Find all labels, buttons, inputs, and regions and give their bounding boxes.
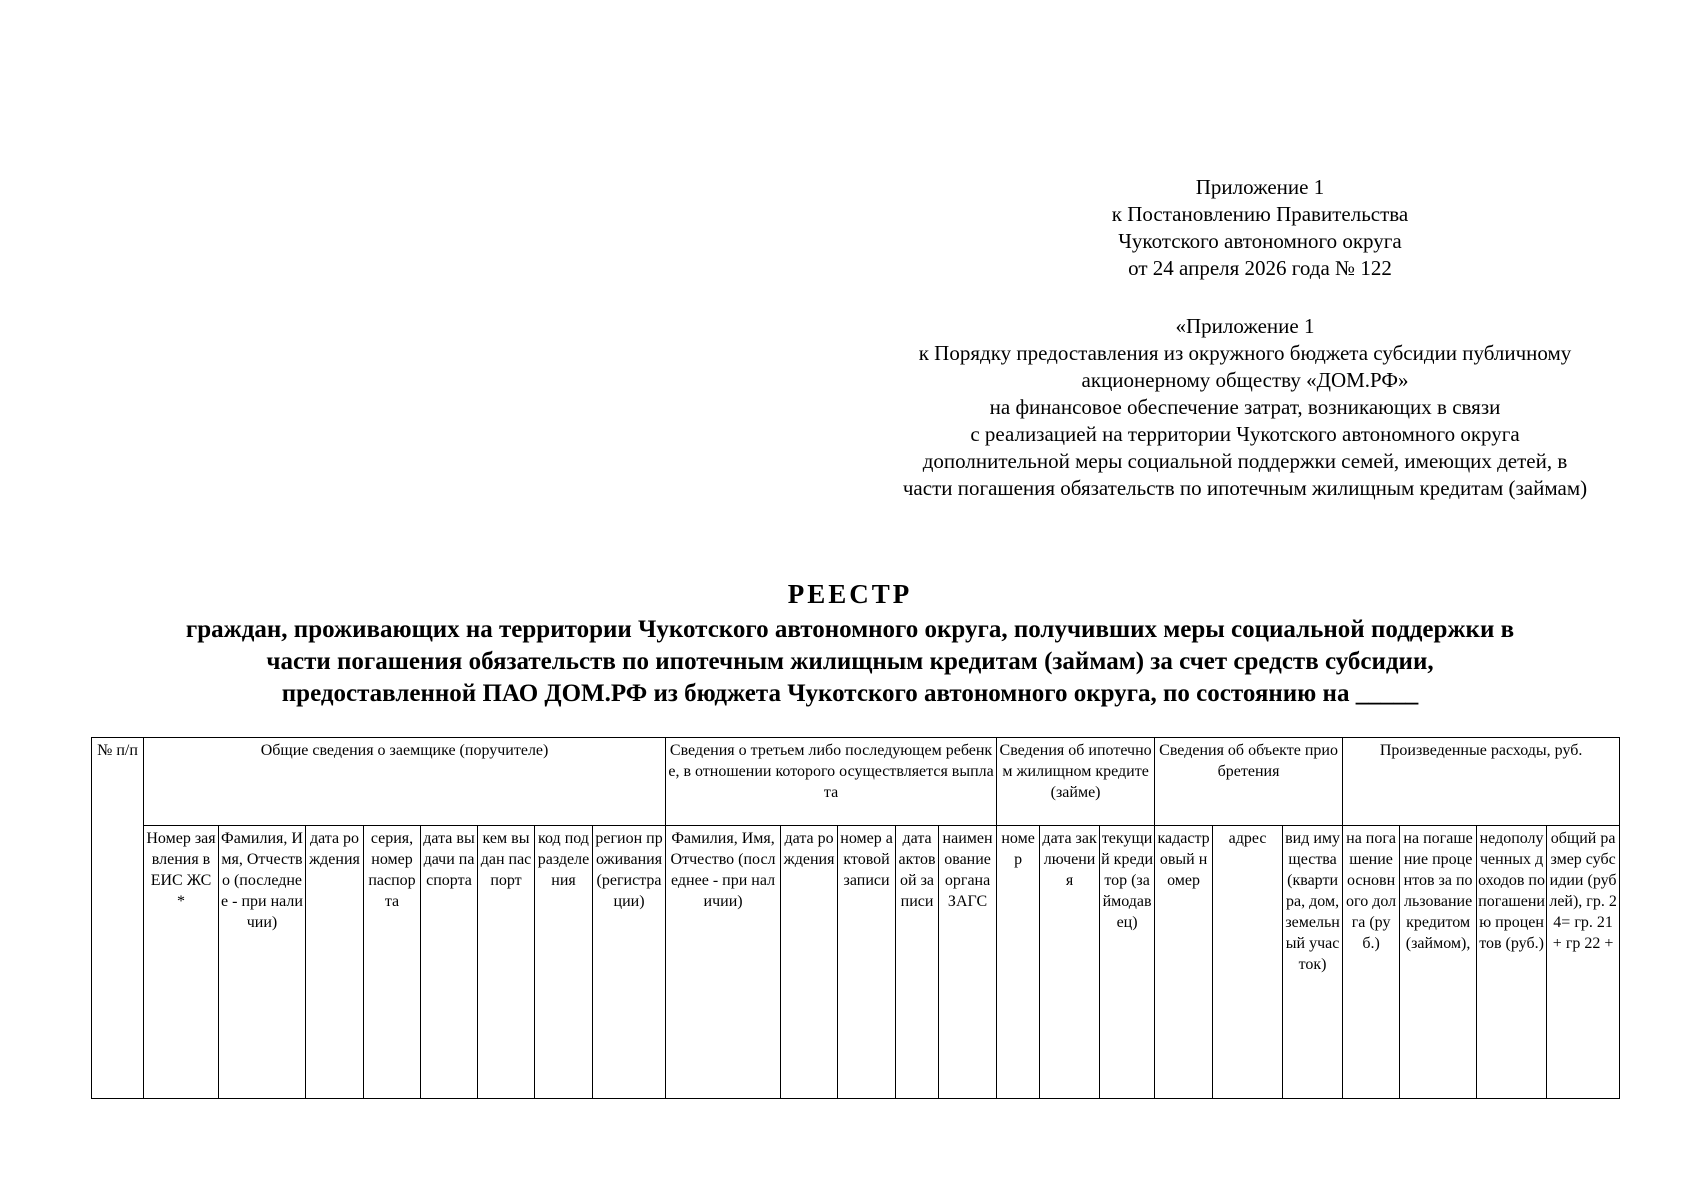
appendix-block [1000,174,1520,282]
appendix-line: к Постановлению Правительства [1111,202,1409,226]
appendix-inner-block [830,313,1660,502]
column-header: дата рождения [781,826,838,1099]
group-header-child: Сведения о третьем либо последующем ребенке, в отношении которого осуществляется выплата [666,738,997,826]
column-header: кадастровый номер [1155,826,1213,1099]
appendix-inner-line: с реализацией на территории Чукотского автономного округа [970,422,1520,446]
column-header: серия, номер паспорта [364,826,421,1099]
number-header: № п/п [92,738,144,1099]
column-header: дата заключения [1040,826,1100,1099]
column-header: дата актовой записи [896,826,939,1099]
appendix-inner-line: дополнительной меры социальной поддержки семей, имеющих детей, в [922,449,1568,473]
appendix-inner-line: «Приложение 1 [1175,314,1315,338]
column-header: наименование органа ЗАГС [939,826,997,1099]
column-header: код подразделения [535,826,593,1099]
group-header-object: Сведения об объекте приобретения [1155,738,1343,826]
group-header-borrower: Общие сведения о заемщике (поручителе) [144,738,666,826]
registry-table [91,737,1620,1099]
appendix-line: от 24 апреля 2026 года № 122 [1128,256,1392,280]
heading-line: части погашения обязательств по ипотечным жилищным кредитам (займам) за счет средств субсидии, [266,648,1434,675]
heading-line: граждан, проживающих на территории Чукотского автономного округа, получивших меры социальной поддержки в [185,616,1515,643]
column-header: на погашение основного долга (руб.) [1343,826,1400,1099]
column-header: дата выдачи паспорта [421,826,478,1099]
appendix-line: Чукотского автономного округа [1118,229,1402,253]
group-header-credit: Сведения об ипотечном жилищном кредите (займе) [997,738,1155,826]
column-header: адрес [1213,826,1283,1099]
heading-line: предоставленной ПАО ДОМ.РФ из бюджета Чукотского автономного округа, по состоянию на _____ [281,680,1419,707]
appendix-inner-line: акционерному обществу «ДОМ.РФ» [1081,368,1409,392]
column-header: вид имущества (квартира, дом, земельный участок) [1283,826,1343,1099]
column-header: кем выдан паспорт [478,826,535,1099]
appendix-inner-line: на финансовое обеспечение затрат, возникающих в связи [989,395,1501,419]
appendix-inner-line: части погашения обязательств по ипотечным жилищным кредитам (займам) [902,476,1588,500]
column-header: дата рождения [306,826,364,1099]
column-header: регион проживания (регистрации) [593,826,666,1099]
column-header: Фамилия, Имя, Отчество (последнее - при наличии) [666,826,781,1099]
column-header: Номер заявления в ЕИС ЖС * [144,826,219,1099]
group-header-expenses: Произведенные расходы, руб. [1343,738,1620,826]
appendix-line: Приложение 1 [1195,175,1325,199]
column-header: номер [997,826,1040,1099]
appendix-inner-line: к Порядку предоставления из окружного бюджета субсидии публичному [918,341,1572,365]
column-header: общий размер субсидии (рублей), гр. 24= гр. 21 + гр 22 + [1547,826,1620,1099]
column-header: на погашение процентов за пользование кредитом (займом), [1400,826,1477,1099]
column-header: недополученных доходов по погашению процентов (руб.) [1477,826,1547,1099]
column-header: Фамилия, Имя, Отчество (последнее - при наличии) [219,826,306,1099]
document-title: РЕЕСТР [787,579,913,609]
document-heading [60,574,1640,710]
column-header: номер актовой записи [838,826,896,1099]
column-header: текущий кредитор (займодавец) [1100,826,1155,1099]
